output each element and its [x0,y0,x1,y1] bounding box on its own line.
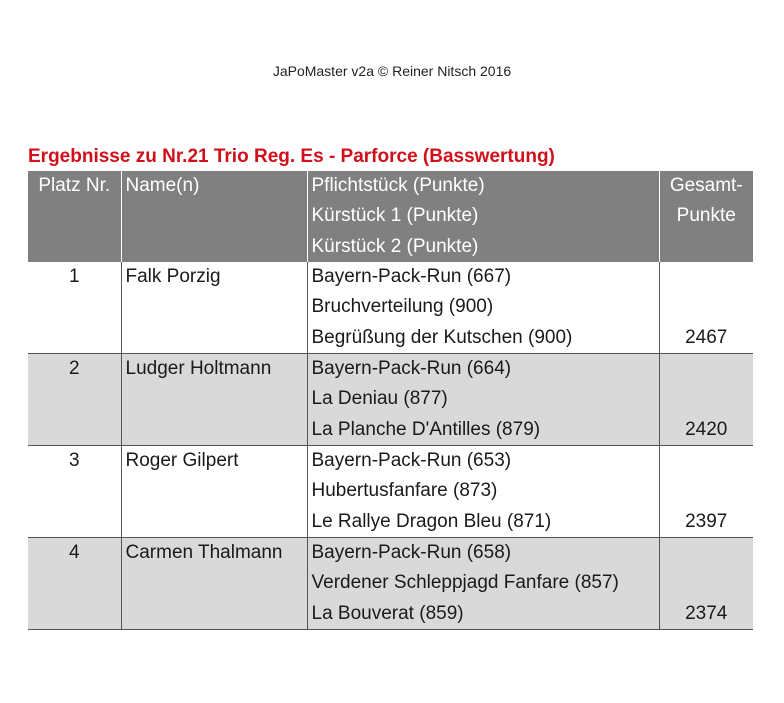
total-value: 2374 [685,602,728,624]
piece-line: Bayern-Pack-Run (664) [311,358,512,379]
piece-line: Begrüßung der Kutschen (900) [311,326,573,348]
total-cell [659,538,753,630]
rank-cell: 4 [28,538,121,630]
piece-line: Bayern-Pack-Run (658) [311,542,512,563]
pieces-cell [307,538,659,630]
column-header-piece-3: Kürstück 2 (Punkte) [311,235,479,257]
total-cell [659,262,753,354]
column-header-pieces [307,171,659,262]
piece-line: Bayern-Pack-Run (667) [311,266,512,287]
piece-line: La Planche D'Antilles (879) [311,418,541,440]
piece-line: Bayern-Pack-Run (653) [311,450,512,471]
rank-cell: 3 [68,450,80,471]
column-header-piece-2: Kürstück 1 (Punkte) [311,205,479,227]
column-header-names: Name(n) [121,171,307,262]
column-header-total-line-1: Gesamt- [669,175,743,196]
column-header-rank: Platz Nr. [28,171,121,262]
column-header-total [659,171,753,262]
pieces-cell [307,354,659,446]
table-row [28,446,753,538]
pieces-cell [307,446,659,538]
document-header: JaPoMaster v2a © Reiner Nitsch 2016 [272,63,512,79]
rank-cell: 2 [28,354,121,446]
total-cell [659,446,753,538]
pieces-cell [307,262,659,354]
total-value: 2420 [685,418,728,440]
piece-line: Hubertusfanfare (873) [311,480,498,502]
name-cell: Carmen Thalmann [121,538,307,630]
results-table [28,171,753,630]
table-row [28,262,753,354]
piece-line: Le Rallye Dragon Bleu (871) [311,510,552,532]
total-cell [659,354,753,446]
piece-line: Bruchverteilung (900) [311,296,494,318]
table-header-row [28,171,753,262]
results-title: Ergebnisse zu Nr.21 Trio Reg. Es - Parforce (Basswertung) [28,146,555,167]
name-cell: Roger Gilpert [121,446,307,538]
column-header-total-line-2: Punkte [676,205,736,227]
piece-line: Verdener Schleppjagd Fanfare (857) [311,572,619,594]
table-row [28,538,753,630]
piece-line: La Deniau (877) [311,388,448,410]
name-cell: Falk Porzig [121,262,307,354]
total-value: 2397 [685,510,728,532]
table-row [28,354,753,446]
column-header-piece-1: Pflichtstück (Punkte) [311,175,485,196]
total-value: 2467 [685,326,728,348]
piece-line: La Bouverat (859) [311,602,464,624]
rank-cell: 1 [68,266,80,287]
name-cell: Ludger Holtmann [121,354,307,446]
